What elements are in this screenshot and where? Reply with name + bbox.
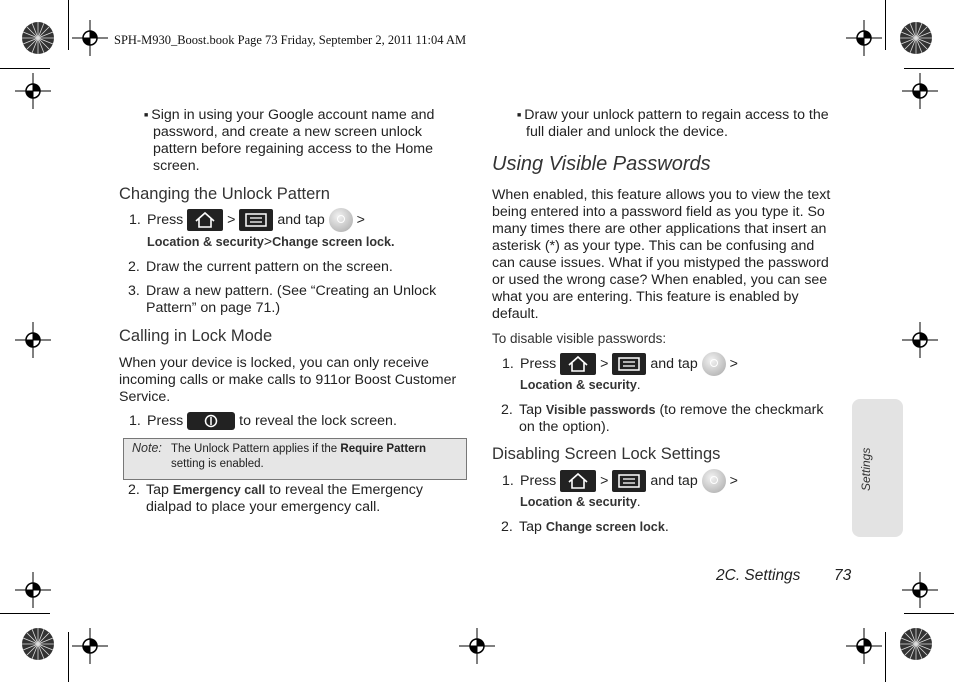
menu-key-icon	[612, 353, 646, 375]
registration-mark	[846, 628, 882, 664]
section-heading: Disabling Screen Lock Settings	[492, 445, 721, 463]
visible-passwords-paragraph: When enabled, this feature allows you to view the text being entered into a password field as you type it. So many times there are other applications that insert an asterisk (*) as your type. This can be confusing and can cause issues. What if you mistyped the password or used the wrong case? When enabled, you can see what you are entering. This feature is enabled by default.	[492, 187, 831, 322]
bullet-icon: ■	[517, 112, 522, 119]
chapter-side-tab-label: Settings	[859, 447, 873, 491]
step-2-disable-lock: 2. Tap Change screen lock.	[501, 519, 669, 535]
step-1-path: Location & security>Change screen lock.	[147, 233, 395, 249]
sunburst-mark-top-left	[20, 20, 56, 56]
step-1-path: Location & security.	[520, 377, 641, 392]
right-bullet-intro: ■ Draw your unlock pattern to regain access to the full dialer and unlock the device.	[517, 107, 829, 140]
menu-key-icon	[612, 470, 646, 492]
bullet-icon: ■	[144, 112, 149, 119]
step-3-draw-new: 3. Draw a new pattern. (See “Creating an Unlock Pattern” on page 71.)	[128, 283, 437, 316]
settings-gear-icon	[702, 469, 726, 493]
left-bullet-intro: ■ Sign in using your Google account name and password, and create a new screen unlock pattern before regaining access to the Home screen.	[144, 107, 435, 174]
registration-mark	[15, 322, 51, 358]
registration-mark	[72, 628, 108, 664]
registration-mark	[902, 73, 938, 109]
home-key-icon	[560, 353, 596, 375]
registration-mark	[15, 572, 51, 608]
book-header: SPH-M930_Boost.book Page 73 Friday, September 2, 2011 11:04 AM	[114, 33, 467, 47]
procedure-subheading: To disable visible passwords:	[492, 331, 667, 346]
step-2-draw-current: 2. Draw the current pattern on the screen.	[128, 259, 393, 275]
sunburst-mark-top-right	[898, 20, 934, 56]
sunburst-mark-bottom-left	[20, 626, 56, 662]
lock-mode-paragraph: When your device is locked, you can only receive incoming calls or make calls to 911or Boost Customer Service.	[119, 355, 457, 405]
note-box: Note: The Unlock Pattern applies if the Require Pattern setting is enabled.	[123, 438, 467, 480]
registration-mark	[459, 628, 495, 664]
sunburst-mark-bottom-right	[898, 626, 934, 662]
page-number: 73	[834, 567, 852, 584]
step-2-emergency: 2. Tap Emergency call to reveal the Emergency dialpad to place your emergency call.	[128, 482, 423, 515]
registration-mark	[72, 20, 108, 56]
step-2-visible-passwords: 2. Tap Visible passwords (to remove the checkmark on the option).	[501, 402, 824, 435]
settings-gear-icon	[702, 352, 726, 376]
registration-mark	[902, 572, 938, 608]
power-key-icon	[187, 412, 235, 430]
settings-gear-icon	[329, 208, 353, 232]
section-heading: Changing the Unlock Pattern	[119, 185, 330, 203]
section-title-visible-passwords: Using Visible Passwords	[492, 153, 711, 175]
home-key-icon	[560, 470, 596, 492]
footer-section: 2C. Settings	[716, 567, 801, 584]
registration-mark	[15, 73, 51, 109]
registration-mark	[846, 20, 882, 56]
step-1-visible-passwords: 1. Press > and tap >	[502, 352, 738, 376]
step-1-path: Location & security.	[520, 494, 641, 509]
registration-mark	[902, 322, 938, 358]
step-1-unlock-pattern: 1. Press > and tap >	[129, 208, 365, 232]
step-1-disable-lock: 1. Press > and tap >	[502, 469, 738, 493]
section-heading: Calling in Lock Mode	[119, 327, 273, 345]
menu-key-icon	[239, 209, 273, 231]
step-1-lock-screen: 1. Press to reveal the lock screen.	[129, 412, 397, 429]
home-key-icon	[187, 209, 223, 231]
